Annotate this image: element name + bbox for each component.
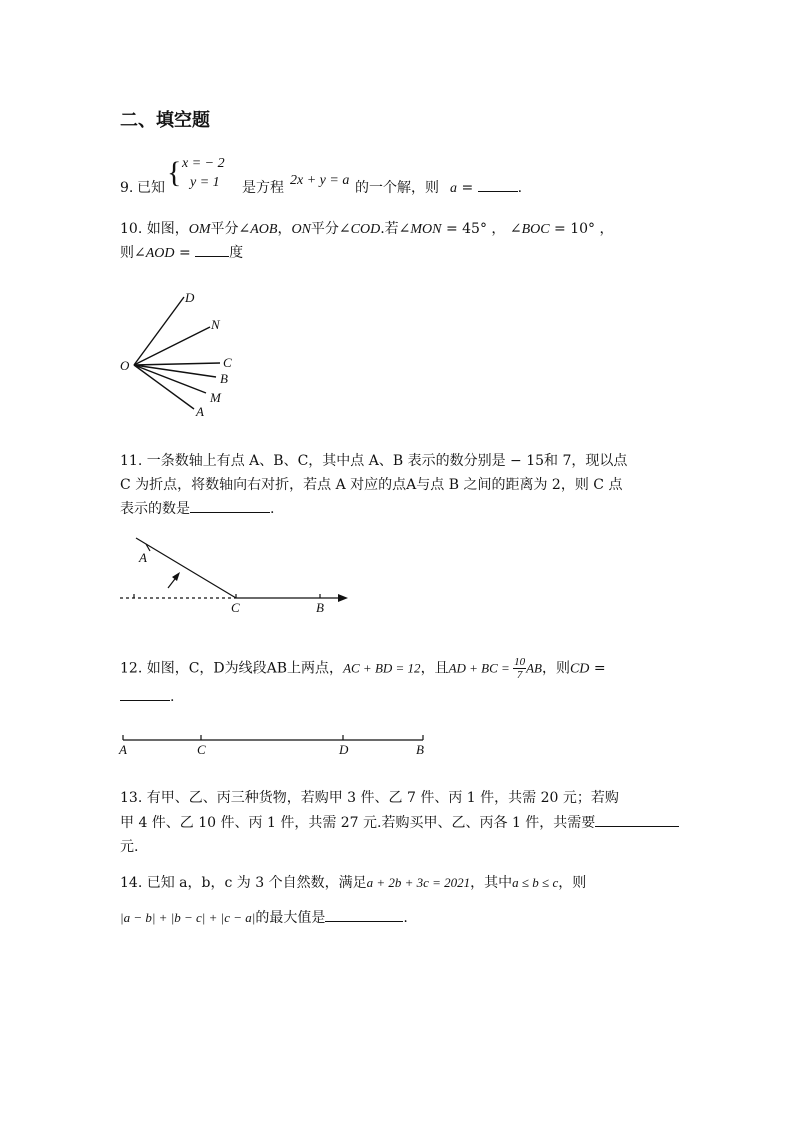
q10-text: 10. 如图，: [120, 221, 189, 237]
q11-text: .: [270, 501, 275, 517]
q10-text: = 45° ， ∠: [441, 221, 522, 237]
q12-frac-den: 7: [516, 669, 523, 681]
label-c: C: [197, 742, 206, 757]
label-c: C: [231, 600, 240, 615]
q9-end: .: [517, 180, 523, 196]
q9-system-line2: y = 1: [190, 175, 220, 190]
label-m: M: [210, 390, 221, 405]
q14-line1: [120, 872, 586, 894]
q12-text: .: [170, 689, 175, 705]
q10-text: =: [174, 245, 196, 261]
q14-text: .: [403, 910, 408, 926]
q9-suffix: 的一个解，则: [355, 180, 439, 196]
q9-eq: =: [457, 180, 478, 196]
q12-line1: [120, 656, 606, 681]
label-n: N: [211, 317, 220, 332]
q10-angle-diagram: [110, 285, 260, 425]
ray-oa: [134, 365, 194, 409]
ray-od: [134, 297, 184, 365]
q9-mid: 是方程: [242, 180, 284, 196]
q9-answer: [450, 177, 522, 200]
q14-expr2: a ≤ b ≤ c: [512, 875, 559, 890]
q14-expr3: |a − b| + |b − c| + |c − a|: [120, 910, 256, 925]
q9-answer-blank[interactable]: [478, 177, 518, 192]
label-b: B: [316, 600, 324, 615]
q12-frac-num: 10: [514, 656, 526, 668]
q10-text: = 10° ，: [549, 221, 614, 237]
q13-text: 甲 4 件、乙 10 件、丙 1 件，共需 27 元.若购买甲、乙、丙各 1 件，共需要: [120, 815, 596, 831]
label-b: B: [220, 371, 228, 386]
q10-text: 平分∠: [310, 221, 351, 237]
q13-line3: 元.: [120, 839, 139, 855]
ray-oc: [134, 363, 220, 365]
q10-text: 度: [229, 245, 244, 261]
label-a: A: [139, 550, 147, 565]
q9-number: 9.: [120, 180, 134, 196]
label-a: A: [196, 404, 204, 419]
folded-segment: [136, 538, 236, 598]
q13-line2: [120, 812, 679, 834]
fold-arrow-head: [172, 572, 180, 581]
q10-line2: [120, 242, 243, 265]
q10-on: ON: [291, 222, 311, 237]
q12-answer-blank[interactable]: [120, 686, 170, 701]
q14-line2: [120, 907, 408, 929]
q12-text: 12. 如图，C，D为线段AB上两点，: [120, 660, 344, 677]
q12-text: ，且: [420, 660, 449, 677]
q12-text: =: [589, 660, 606, 677]
q12-segment-diagram: [115, 728, 435, 758]
ray-om: [134, 365, 206, 393]
q10-text: .若∠: [380, 221, 411, 237]
q11-line3: [120, 498, 274, 520]
q9-equation: 2x + y = a: [290, 173, 350, 188]
q10-text: 平分∠: [210, 221, 251, 237]
q10-text: ，: [277, 221, 292, 237]
q11-answer-blank[interactable]: [190, 498, 270, 513]
q12-cd: CD: [569, 661, 590, 677]
q14-answer-blank[interactable]: [325, 907, 403, 922]
q9-system-line1: x = − 2: [182, 156, 225, 171]
section-title: 二、填空题: [120, 110, 210, 131]
label-d: D: [339, 742, 349, 757]
q9-prefix: 已知: [137, 180, 165, 196]
q11-line1: 11. 一条数轴上有点 A、B、C，其中点 A、B 表示的数分别是 − 15和 7，现以点: [120, 453, 628, 469]
label-d: D: [185, 290, 195, 305]
q13-answer-blank[interactable]: [595, 812, 679, 827]
q12-expr2-right: AB: [526, 660, 542, 676]
q10-mon: MON: [410, 222, 442, 237]
q14-expr1: a + 2b + 3c = 2021: [366, 875, 471, 890]
q11-text: 表示的数是: [120, 501, 190, 517]
q14-text: 14. 已知 a，b，c 为 3 个自然数，满足: [120, 875, 367, 891]
q12-expr1: AC + BD = 12: [343, 660, 421, 676]
label-b: B: [416, 742, 424, 757]
ray-on: [134, 327, 210, 365]
q10-om: OM: [188, 222, 211, 237]
q10-answer-blank[interactable]: [195, 242, 229, 257]
q11-line2: C 为折点，将数轴向右对折，若点 A 对应的点A与点 B 之间的距离为 2，则 C 点: [120, 477, 623, 493]
q12-expr2-left: AD + BC =: [448, 660, 514, 676]
q10-boc: BOC: [521, 222, 550, 237]
q12-line2: [120, 686, 174, 708]
ray-ob: [134, 365, 216, 377]
q14-text: 的最大值是: [255, 910, 326, 926]
q10-text: 则∠: [120, 245, 146, 261]
q10-cod: COD: [350, 222, 381, 237]
q13-line1: 13. 有甲、乙、丙三种货物，若购甲 3 件、乙 7 件、丙 1 件，共需 20 元；若购: [120, 790, 619, 806]
q12-fraction: [513, 656, 526, 681]
q10-aod: AOD: [145, 246, 175, 261]
label-c: C: [223, 355, 232, 370]
q9-var: a: [450, 181, 457, 196]
q9-brace: {: [167, 156, 182, 189]
q10-line1: [120, 218, 614, 241]
label-o: O: [120, 358, 130, 373]
q14-text: ，则: [558, 875, 587, 891]
q12-text: ，则: [541, 660, 570, 677]
label-a: A: [119, 742, 127, 757]
number-line-arrowhead: [338, 594, 348, 602]
q14-text: ，其中: [470, 875, 513, 891]
q10-aob: AOB: [250, 222, 278, 237]
q11-number-line-diagram: [110, 530, 360, 620]
